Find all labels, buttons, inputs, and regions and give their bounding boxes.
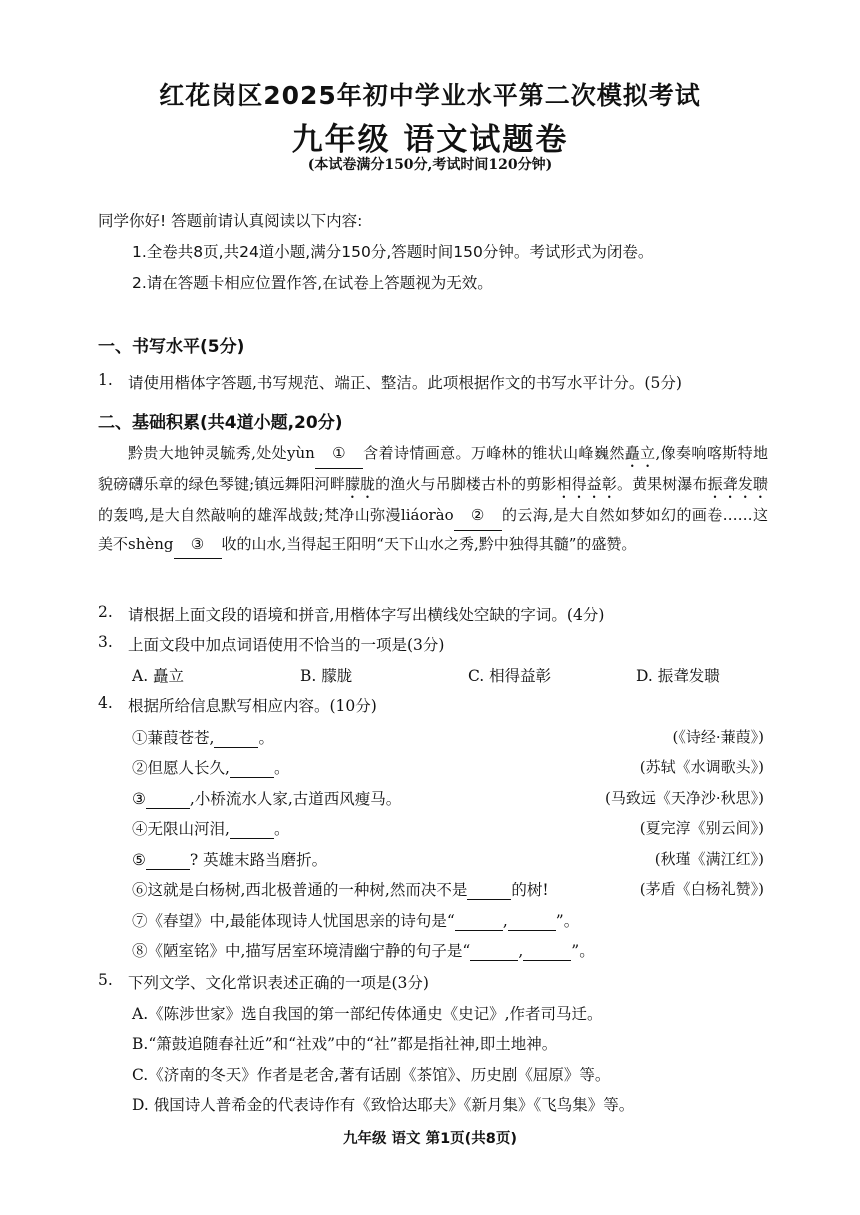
q4-text: 根据所给信息默写相应内容。(10分) — [128, 697, 377, 715]
section-2-heading: 二、基础积累(共4道小题,20分) — [98, 413, 343, 433]
answer-blank — [467, 881, 511, 900]
blank-2: ② — [454, 502, 502, 531]
answer-blank — [523, 942, 571, 961]
dotted-word-b: 朦胧 — [344, 475, 376, 493]
q1-number: 1. — [98, 371, 113, 389]
q3-text: 上面文段中加点词语使用不恰当的一项是(3分) — [128, 636, 445, 654]
answer-blank — [508, 912, 556, 931]
q5-option-c: C.《济南的冬天》作者是老舍,著有话剧《茶馆》、历史剧《屈原》等。 — [132, 1066, 611, 1084]
dotted-word-a: 巍然矗立 — [593, 444, 656, 462]
q4-source-4: (夏完淳《别云间》) — [639, 819, 764, 837]
q4-item-8: ⑧《陋室铭》中,描写居室环境清幽宁静的句子是“ , ”。 — [132, 942, 595, 960]
q2-number: 2. — [98, 603, 113, 621]
q4-number: 4. — [98, 694, 113, 712]
answer-blank — [470, 942, 518, 961]
q3-option-b: B. 朦胧 — [300, 667, 353, 685]
intro-item-1: 1.全卷共8页,共24道小题,满分150分,答题时间150分钟。考试形式为闭卷。 — [132, 243, 654, 261]
section-1-heading: 一、书写水平(5分) — [98, 337, 245, 357]
q5-option-d: D. 俄国诗人普希金的代表诗作有《致恰达耶夫》《新月集》《飞鸟集》等。 — [132, 1096, 635, 1114]
blank-3: ③ — [174, 531, 222, 560]
q3-option-c: C. 相得益彰 — [468, 667, 552, 685]
q1-text: 请使用楷体字答题,书写规范、端正、整洁。此项根据作文的书写水平计分。(5分) — [128, 374, 682, 392]
page-footer: 九年级 语文 第1页(共8页) — [342, 1131, 518, 1147]
answer-blank — [146, 790, 190, 809]
q5-option-a: A.《陈涉世家》选自我国的第一部纪传体通史《史记》,作者司马迁。 — [132, 1005, 603, 1023]
answer-blank — [230, 820, 274, 839]
intro-item-2: 2.请在答题卡相应位置作答,在试卷上答题视为无效。 — [132, 274, 493, 292]
q4-item-5: ⑤ ? 英雄末路当磨折。 — [132, 851, 328, 869]
q4-source-2: (苏轼《水调歌头》) — [639, 758, 764, 776]
answer-blank — [214, 729, 258, 748]
q3-option-a: A. 矗立 — [132, 667, 185, 685]
reading-passage: 黔贵大地钟灵毓秀,处处yùn ① 含着诗情画意。万峰林的锥状山峰巍然矗立,像奏响喀斯特地貌磅礴乐章的绿色琴键;镇远舞阳河畔朦胧的渔火与吊脚楼古朴的剪影相得益彰。黄果树瀑布振聋发聩的轰鸣,是大自然敲响的雄浑战鼓;梵净山弥漫liáorào ② 的云海,是大自然如梦如幻的画卷……这美不shèng ③ 收的山水,当得起王阳明“天下山水之秀,黔中独得其髓”的盛赞。 — [98, 440, 768, 559]
blank-1: ① — [315, 440, 363, 469]
intro-greeting: 同学你好! 答题前请认真阅读以下内容: — [98, 212, 363, 230]
q4-item-3: ③ ,小桥流水人家,古道西风瘦马。 — [132, 790, 402, 808]
exam-info: (本试卷满分150分,考试时间120分钟) — [307, 157, 553, 173]
q2-text: 请根据上面文段的语境和拼音,用楷体字写出横线处空缺的字词。(4分) — [128, 606, 605, 624]
q4-source-6: (茅盾《白杨礼赞》) — [639, 880, 764, 898]
q4-item-1: ①蒹葭苍苍, 。 — [132, 729, 274, 747]
exam-title: 红花岗区2025年初中学业水平第二次模拟考试 — [159, 81, 701, 110]
q4-item-6: ⑥这就是白杨树,西北极普通的一种树,然而决不是 的树! — [132, 881, 549, 899]
answer-blank — [230, 759, 274, 778]
answer-blank — [455, 912, 503, 931]
q5-number: 5. — [98, 971, 113, 989]
answer-blank — [146, 851, 190, 870]
q5-text: 下列文学、文化常识表述正确的一项是(3分) — [128, 974, 429, 992]
q4-source-1: (《诗经·蒹葭》) — [672, 728, 764, 746]
q4-source-3: (马致远《天净沙·秋思》) — [605, 789, 764, 807]
q3-number: 3. — [98, 633, 113, 651]
q4-item-2: ②但愿人长久, 。 — [132, 759, 290, 777]
q5-option-b: B.“箫鼓追随春社近”和“社戏”中的“社”都是指社神,即土地神。 — [132, 1035, 558, 1053]
dotted-word-d: 振聋发聩 — [707, 475, 768, 493]
dotted-word-c: 相得益彰 — [556, 475, 617, 493]
q4-item-7: ⑦《春望》中,最能体现诗人忧国思亲的诗句是“ , ”。 — [132, 912, 580, 930]
q4-source-5: (秋瑾《满江红》) — [654, 850, 764, 868]
q3-option-d: D. 振聋发聩 — [636, 667, 720, 685]
exam-subject-title: 九年级 语文试题卷 — [291, 122, 569, 158]
q4-item-4: ④无限山河泪, 。 — [132, 820, 290, 838]
